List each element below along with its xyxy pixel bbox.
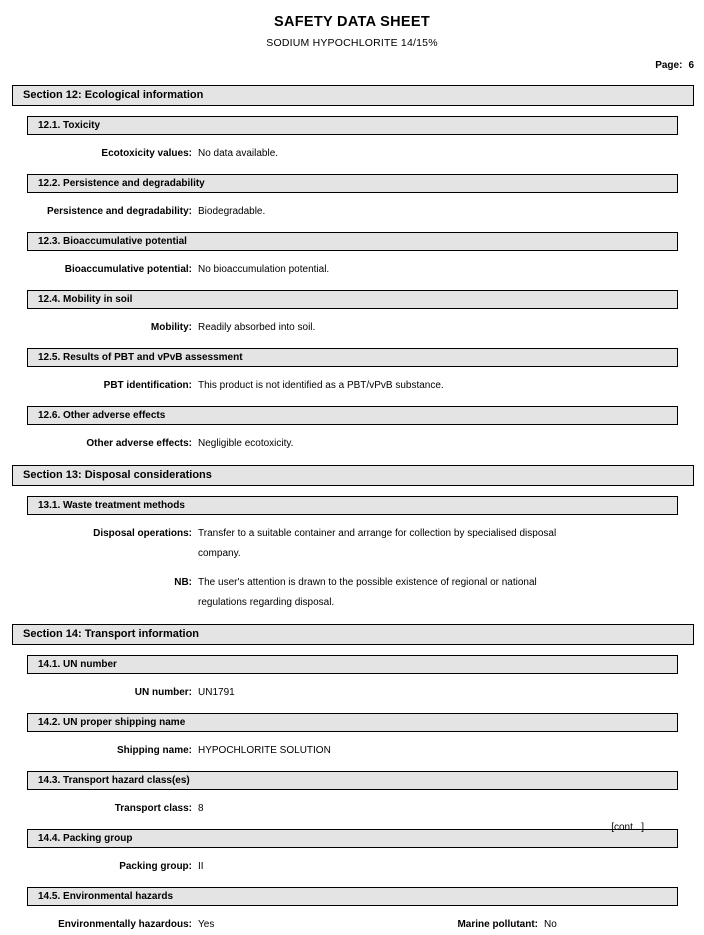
- field-label: Mobility:: [150, 322, 192, 333]
- field-value-line: II: [198, 861, 204, 872]
- field-value-line: Negligible ecotoxicity.: [198, 438, 294, 449]
- subsection-header-12-3-bioaccumulative-potential: 12.3. Bioaccumulative potential: [27, 232, 678, 251]
- field-value-line: 8: [198, 803, 204, 814]
- document-title: SAFETY DATA SHEET: [273, 14, 431, 30]
- subsection-header-14-1-un-number: 14.1. UN number: [27, 655, 678, 674]
- field-label: UN number:: [134, 687, 192, 698]
- subsection-header-14-3-transport-hazard-class-es: 14.3. Transport hazard class(es): [27, 771, 678, 790]
- subsection-header-12-4-mobility-in-soil: 12.4. Mobility in soil: [27, 290, 678, 309]
- subsection-header-12-5-results-of-pbt-and-vpvb-assessment: 12.5. Results of PBT and vPvB assessment: [27, 348, 678, 367]
- field-row-pbt-identification: [0, 376, 704, 396]
- field-value: [198, 799, 204, 819]
- subsection-header-12-2-persistence-and-degradability: 12.2. Persistence and degradability: [27, 174, 678, 193]
- field-row-shipping-name: [0, 741, 704, 761]
- field-value: [198, 741, 331, 761]
- product-name: SODIUM HYPOCHLORITE 14/15%: [266, 37, 438, 49]
- field-label: Packing group:: [119, 861, 192, 872]
- subsection-header-14-4-packing-group: 14.4. Packing group: [27, 829, 678, 848]
- field-label: Ecotoxicity values:: [101, 148, 192, 159]
- field-value-line: Biodegradable.: [198, 206, 266, 217]
- section-header-section-12-ecological-information: Section 12: Ecological information: [12, 85, 694, 106]
- field-value-line: regulations regarding disposal.: [198, 597, 335, 608]
- subsection-header-14-5-environmental-hazards: 14.5. Environmental hazards: [27, 887, 678, 906]
- subsection-header-13-1-waste-treatment-methods: 13.1. Waste treatment methods: [27, 496, 678, 515]
- field-value: [198, 434, 293, 454]
- field-row-environmentally-hazardous: [0, 915, 704, 935]
- field-value-line: The user's attention is drawn to the possible existence of regional or national: [198, 577, 537, 588]
- field-value-line: Readily absorbed into soil.: [198, 322, 316, 333]
- field-label: Shipping name:: [117, 745, 192, 756]
- field-label: Transport class:: [114, 803, 192, 814]
- field-value-line: Transfer to a suitable container and arrange for collection by specialised disposal: [198, 528, 557, 539]
- field-value: [198, 915, 214, 935]
- field-label: Disposal operations:: [93, 528, 192, 539]
- field-row-ecotoxicity-values: [0, 144, 704, 164]
- field-label: NB:: [174, 577, 192, 588]
- field-value: [198, 683, 235, 703]
- document-footer: [0, 821, 704, 835]
- field-value-line: company.: [198, 548, 241, 559]
- field-value: [198, 376, 444, 396]
- field-label: Other adverse effects:: [86, 438, 192, 449]
- field-row-un-number: [0, 683, 704, 703]
- field-value: [544, 915, 557, 935]
- field-label: Bioaccumulative potential:: [64, 264, 192, 275]
- field-row-marine-pollutant: [380, 915, 557, 935]
- field-label: PBT identification:: [103, 380, 192, 391]
- continuation-marker: [cont...]: [611, 822, 644, 833]
- field-row-mobility: [0, 318, 704, 338]
- field-value-line: HYPOCHLORITE SOLUTION: [198, 745, 331, 756]
- subsection-header-14-2-un-proper-shipping-name: 14.2. UN proper shipping name: [27, 713, 678, 732]
- field-value: [198, 318, 315, 338]
- field-label: Environmentally hazardous:: [58, 919, 192, 930]
- field-value: [198, 260, 329, 280]
- page-number-label: Page:: [655, 60, 683, 71]
- sections-container: [0, 85, 704, 935]
- field-label: Marine pollutant:: [457, 919, 538, 930]
- field-row-bioaccumulative-potential: [0, 260, 704, 280]
- field-row-persistence-and-degradability: [0, 202, 704, 222]
- field-value-line: Yes: [198, 919, 215, 930]
- field-row-nb: [0, 573, 704, 613]
- field-value: [198, 524, 556, 564]
- field-value-line: This product is not identified as a PBT/vPvB substance.: [198, 380, 444, 391]
- field-row-other-adverse-effects: [0, 434, 704, 454]
- field-value: [198, 573, 537, 613]
- subsection-header-12-1-toxicity: 12.1. Toxicity: [27, 116, 678, 135]
- subsection-header-12-6-other-adverse-effects: 12.6. Other adverse effects: [27, 406, 678, 425]
- field-row-disposal-operations: [0, 524, 704, 564]
- section-header-section-13-disposal-considerations: Section 13: Disposal considerations: [12, 465, 694, 486]
- field-value-line: UN1791: [198, 687, 235, 698]
- field-label: Persistence and degradability:: [46, 206, 192, 217]
- field-value: [198, 144, 278, 164]
- field-row-packing-group: [0, 857, 704, 877]
- page-number: [0, 60, 704, 74]
- field-value: [198, 857, 204, 877]
- field-value-line: No data available.: [198, 148, 279, 159]
- section-header-section-14-transport-information: Section 14: Transport information: [12, 624, 694, 645]
- document-header: [0, 0, 704, 52]
- field-value-line: No: [544, 919, 557, 930]
- field-value-line: No bioaccumulation potential.: [198, 264, 330, 275]
- field-row-transport-class: [0, 799, 704, 819]
- page-number-value: 6: [688, 60, 694, 71]
- field-value: [198, 202, 265, 222]
